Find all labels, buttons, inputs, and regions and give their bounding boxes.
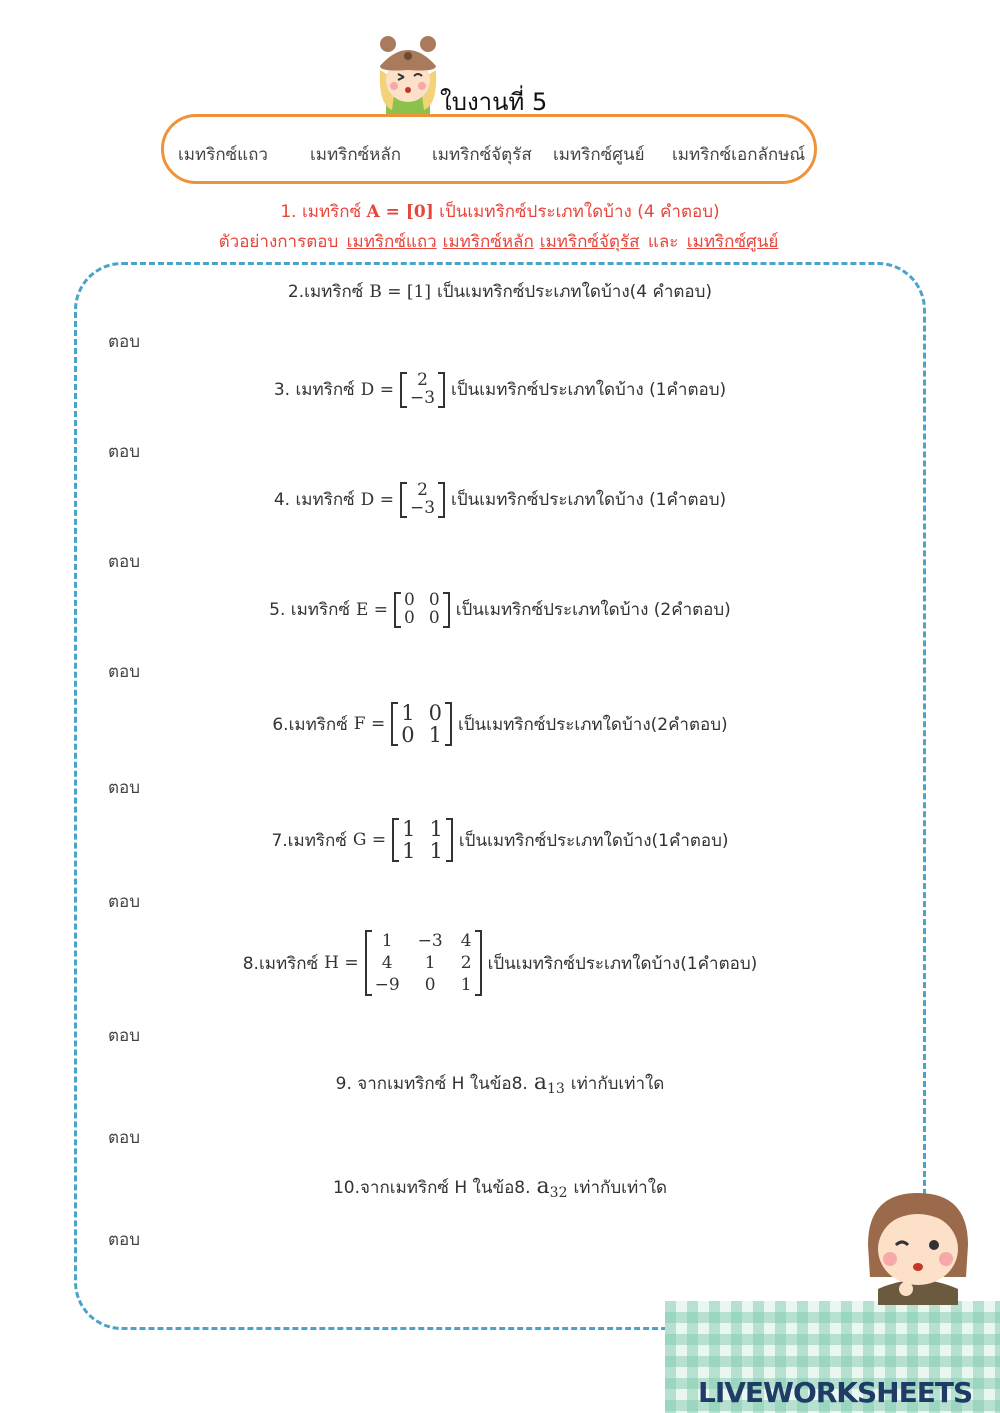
question-9 bbox=[0, 1070, 1000, 1097]
liveworksheets-text: LIVEWORKSHEETS bbox=[698, 1376, 973, 1409]
right-bracket bbox=[443, 592, 450, 628]
element-symbol: a bbox=[533, 1070, 547, 1095]
q7-suffix: เป็นเมทริกซ์ประเภทใดบ้าง(1คำตอบ) bbox=[458, 830, 729, 851]
q5-var: E = bbox=[355, 599, 389, 620]
left-bracket bbox=[394, 592, 401, 628]
matrix-cell: 1 bbox=[429, 839, 443, 864]
q4-prefix: 4. เมทริกซ์ bbox=[273, 490, 355, 511]
matrix-cell: 4 bbox=[460, 931, 472, 951]
q1-math: A = [0] bbox=[366, 202, 434, 222]
q10-prefix: 10.จากเมทริกซ์ H ในข้อ8. bbox=[332, 1178, 531, 1198]
matrix-cell: −3 bbox=[409, 387, 436, 408]
matrix-cell: 1 bbox=[429, 817, 443, 841]
matrix-cell: −3 bbox=[417, 931, 443, 951]
q10-suffix: เท่ากับเท่าใด bbox=[573, 1178, 668, 1198]
matrix-cell: 4 bbox=[381, 953, 393, 974]
q4-suffix: เป็นเมทริกซ์ประเภทใดบ้าง (1คำตอบ) bbox=[451, 490, 727, 511]
matrix-g bbox=[392, 818, 453, 862]
word-row-matrix: เมทริกซ์แถว bbox=[178, 145, 268, 165]
matrix-cells bbox=[372, 930, 475, 996]
answer-label-4: ตอบ bbox=[108, 552, 141, 572]
matrix-cells bbox=[399, 818, 446, 862]
right-bracket bbox=[445, 702, 452, 746]
example-answer-2: เมทริกซ์หลัก bbox=[442, 232, 534, 252]
word-bank bbox=[161, 114, 817, 184]
word-identity-matrix: เมทริกซ์เอกลักษณ์ bbox=[672, 145, 806, 165]
matrix-cell: 2 bbox=[460, 953, 472, 974]
question-3 bbox=[0, 372, 1000, 408]
matrix-cell: 2 bbox=[417, 370, 428, 390]
question-10 bbox=[0, 1174, 1000, 1201]
word-square-matrix: เมทริกซ์จัตุรัส bbox=[432, 145, 532, 165]
element-subscript: 13 bbox=[546, 1081, 565, 1097]
matrix-cell: 1 bbox=[402, 839, 416, 864]
q1-suffix: เป็นเมทริกซ์ประเภทใดบ้าง (4 คำตอบ) bbox=[439, 202, 720, 222]
word-column-matrix: เมทริกซ์หลัก bbox=[310, 145, 402, 165]
matrix-cell: 1 bbox=[460, 975, 472, 996]
q9-suffix: เท่ากับเท่าใด bbox=[570, 1074, 665, 1094]
matrix-d bbox=[400, 482, 445, 518]
question-2 bbox=[0, 278, 1000, 305]
matrix-cells bbox=[407, 372, 438, 408]
matrix-cell: 2 bbox=[417, 480, 428, 500]
right-bracket bbox=[446, 818, 453, 862]
q7-var: G = bbox=[352, 830, 387, 851]
element-subscript: 32 bbox=[549, 1185, 568, 1201]
matrix-cell: 0 bbox=[428, 590, 440, 610]
mascot-girl-bear-hat bbox=[372, 30, 444, 114]
matrix-cells bbox=[398, 702, 445, 746]
q4-var: D = bbox=[360, 489, 394, 510]
matrix-cell: 0 bbox=[424, 975, 436, 996]
matrix-cells bbox=[401, 592, 443, 628]
matrix-cell: −3 bbox=[409, 497, 436, 518]
questions-frame bbox=[74, 262, 926, 1330]
question-7 bbox=[0, 818, 1000, 862]
example-joiner: และ bbox=[647, 232, 679, 252]
matrix-f bbox=[391, 702, 452, 746]
matrix-e bbox=[394, 592, 450, 628]
answer-label-3: ตอบ bbox=[108, 442, 141, 462]
question-8 bbox=[0, 930, 1000, 996]
matrix-cell: 0 bbox=[428, 607, 440, 628]
example-answer bbox=[0, 228, 1000, 255]
example-prefix: ตัวอย่างการตอบ bbox=[218, 232, 339, 252]
liveworksheets-logo bbox=[698, 1376, 972, 1409]
q5-suffix: เป็นเมทริกซ์ประเภทใดบ้าง (2คำตอบ) bbox=[455, 600, 731, 621]
q8-prefix: 8.เมทริกซ์ bbox=[242, 953, 319, 974]
matrix-cell: 1 bbox=[424, 953, 436, 974]
q9-prefix: 9. จากเมทริกซ์ H ในข้อ8. bbox=[335, 1074, 528, 1094]
left-bracket bbox=[400, 482, 407, 518]
q8-var: H = bbox=[324, 953, 359, 974]
matrix-d bbox=[400, 372, 445, 408]
matrix-h bbox=[365, 930, 482, 996]
matrix-cell: 0 bbox=[401, 723, 415, 748]
q3-var: D = bbox=[360, 379, 394, 400]
q2-prefix: 2.เมทริกซ์ bbox=[287, 282, 364, 302]
matrix-cells bbox=[407, 482, 438, 518]
q5-prefix: 5. เมทริกซ์ bbox=[269, 600, 350, 621]
question-5 bbox=[0, 592, 1000, 628]
left-bracket bbox=[400, 372, 407, 408]
question-6 bbox=[0, 702, 1000, 746]
answer-label-10: ตอบ bbox=[108, 1230, 141, 1250]
left-bracket bbox=[391, 702, 398, 746]
answer-label-8: ตอบ bbox=[108, 1026, 141, 1046]
worksheet-title: ใบงานที่ 5 bbox=[440, 88, 548, 116]
question-1 bbox=[0, 198, 1000, 225]
answer-label-2: ตอบ bbox=[108, 332, 141, 352]
answer-label-9: ตอบ bbox=[108, 1128, 141, 1148]
matrix-cell: 1 bbox=[402, 817, 416, 841]
matrix-cell: 1 bbox=[428, 723, 442, 748]
matrix-cell: −9 bbox=[374, 975, 400, 996]
q3-prefix: 3. เมทริกซ์ bbox=[273, 380, 355, 401]
example-answer-4: เมทริกซ์ศูนย์ bbox=[686, 232, 779, 252]
matrix-cell: 1 bbox=[401, 701, 415, 725]
answer-label-5: ตอบ bbox=[108, 662, 141, 682]
q6-var: F = bbox=[353, 714, 386, 735]
right-bracket bbox=[438, 482, 445, 518]
element-a32 bbox=[537, 1174, 568, 1201]
q2-math: B = [1] bbox=[369, 281, 431, 302]
q6-prefix: 6.เมทริกซ์ bbox=[272, 714, 348, 735]
question-4 bbox=[0, 482, 1000, 518]
right-bracket bbox=[438, 372, 445, 408]
word-zero-matrix: เมทริกซ์ศูนย์ bbox=[553, 145, 645, 165]
answer-label-6: ตอบ bbox=[108, 778, 141, 798]
right-bracket bbox=[475, 930, 482, 996]
q2-suffix: เป็นเมทริกซ์ประเภทใดบ้าง(4 คำตอบ) bbox=[436, 282, 713, 302]
left-bracket bbox=[392, 818, 399, 862]
q3-suffix: เป็นเมทริกซ์ประเภทใดบ้าง (1คำตอบ) bbox=[451, 380, 727, 401]
answer-label-7: ตอบ bbox=[108, 892, 141, 912]
example-answer-3: เมทริกซ์จัตุรัส bbox=[539, 232, 640, 252]
element-symbol: a bbox=[536, 1174, 550, 1199]
q7-prefix: 7.เมทริกซ์ bbox=[271, 830, 347, 851]
q8-suffix: เป็นเมทริกซ์ประเภทใดบ้าง(1คำตอบ) bbox=[487, 953, 758, 974]
example-answer-1: เมทริกซ์แถว bbox=[346, 232, 437, 252]
matrix-cell: 0 bbox=[404, 607, 415, 628]
mascot-girl-wink bbox=[858, 1185, 978, 1305]
element-a13 bbox=[534, 1070, 565, 1097]
matrix-cell: 0 bbox=[428, 701, 442, 725]
q1-prefix: 1. เมทริกซ์ bbox=[280, 202, 362, 222]
matrix-cell: 0 bbox=[404, 590, 415, 610]
matrix-cell: 1 bbox=[381, 931, 393, 951]
left-bracket bbox=[365, 930, 372, 996]
q6-suffix: เป็นเมทริกซ์ประเภทใดบ้าง(2คำตอบ) bbox=[457, 714, 728, 735]
